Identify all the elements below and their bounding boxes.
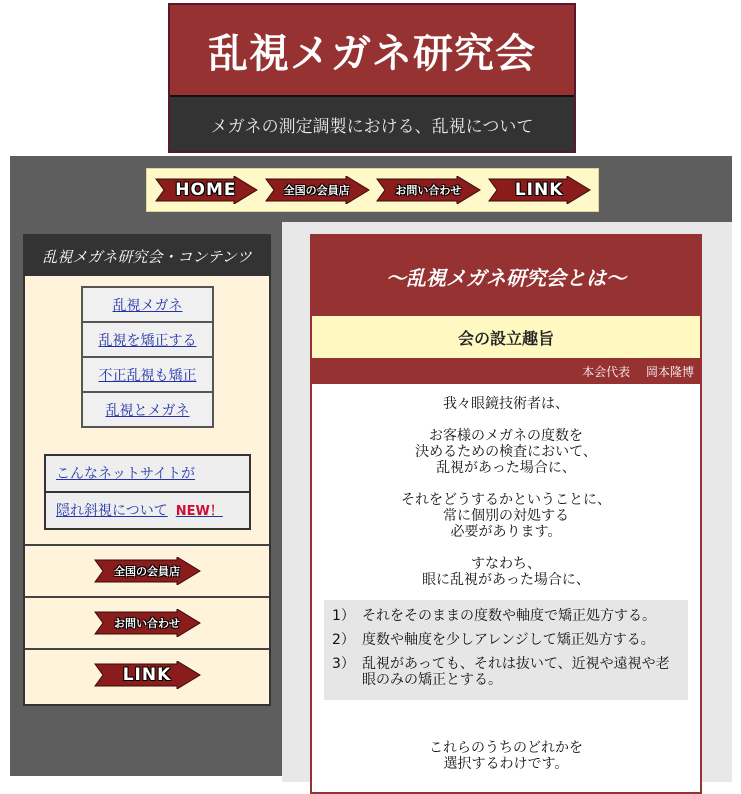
nav-contact-button[interactable]	[375, 176, 481, 204]
top-nav	[146, 168, 599, 212]
section-heading: 会の設立趣旨	[457, 328, 554, 348]
sidebar-extra-links	[44, 456, 251, 530]
sidebar-members-row	[25, 544, 269, 596]
list-number: 3）	[332, 656, 355, 672]
list-item	[332, 632, 680, 648]
nav-members-button[interactable]	[264, 176, 370, 204]
new-badge: NEW！	[175, 504, 223, 519]
sidebar-link-correct-astigmatism[interactable]: 乱視を矯正する	[81, 321, 214, 358]
sidebar-link-astigmatism-glasses[interactable]: 乱視メガネ	[81, 286, 214, 323]
sidebar-contact-row	[25, 596, 269, 648]
main-title-band	[312, 236, 700, 316]
sidebar-contact-label: お問い合わせ	[114, 617, 180, 630]
nav-link-button[interactable]	[487, 176, 591, 204]
paragraph	[312, 492, 700, 540]
sidebar-link-hidden-strabismus[interactable]	[44, 491, 251, 530]
text-line: 必要があります。	[450, 524, 562, 540]
sidebar	[23, 234, 271, 706]
paragraph	[312, 428, 700, 476]
sidebar-link-irregular-astigmatism[interactable]: 不正乱視も矯正	[81, 356, 214, 393]
paragraph	[312, 556, 700, 588]
list-item	[332, 656, 680, 688]
text-line: お客様のメガネの度数を	[429, 428, 583, 444]
text-line: これらのうちのどれかを	[429, 740, 583, 756]
list-text: 度数や軸度を少しアレンジして矯正処方する。	[362, 632, 655, 648]
representative-band	[312, 358, 700, 384]
nav-home-button[interactable]	[154, 176, 258, 204]
sidebar-link-astigmatism-and-glasses[interactable]: 乱視とメガネ	[81, 391, 214, 428]
text-line: 決めるための検査において、	[415, 444, 597, 460]
sidebar-link-row	[25, 648, 269, 700]
sidebar-members-button[interactable]	[93, 557, 201, 585]
list-item	[332, 608, 680, 624]
header-subtitle-band	[170, 95, 574, 151]
text-line: それをどうするかということに、	[401, 492, 611, 508]
sidebar-contact-button[interactable]	[93, 609, 201, 637]
main-title: ～乱視メガネ研究会とは～	[386, 265, 626, 290]
list-text: 乱視があっても、それは抜いて、近視や遠視や老眼のみの矯正とする。	[362, 656, 670, 688]
nav-contact-label: お問い合わせ	[395, 184, 462, 197]
nav-home-label: HOME	[175, 180, 237, 200]
hidden-strabismus-label: 隠れ斜視について	[56, 503, 168, 519]
sidebar-heading: 乱視メガネ研究会・コンテンツ	[42, 247, 252, 266]
site-title: 乱視メガネ研究会	[208, 30, 536, 77]
text-line: 乱視があった場合に、	[436, 460, 576, 476]
text-line: 我々眼鏡技術者は、	[443, 396, 569, 412]
sidebar-heading-band	[25, 236, 269, 276]
list-text: それをそのままの度数や軸度で矯正処方する。	[362, 608, 656, 624]
sidebar-link-button[interactable]	[93, 661, 201, 689]
text-line: 常に個別の対処する	[443, 508, 569, 524]
list-number: 1）	[332, 608, 355, 624]
closing-paragraph	[312, 740, 700, 772]
main-content	[310, 234, 702, 794]
representative: 本会代表 岡本隆博	[582, 364, 694, 379]
list-number: 2）	[332, 632, 355, 648]
sidebar-members-label: 全国の会員店	[114, 565, 180, 578]
site-header	[168, 3, 576, 153]
sidebar-link-net-sites[interactable]: こんなネットサイトが	[44, 454, 251, 493]
paragraph	[312, 396, 700, 412]
text-line: 眼に乱視があった場合に、	[422, 572, 590, 588]
text-line: 選択するわけです。	[443, 756, 569, 772]
section-heading-band	[312, 316, 700, 358]
nav-members-label: 全国の会員店	[283, 184, 350, 197]
nav-link-label: LINK	[514, 180, 564, 200]
text-line: すなわち、	[471, 556, 541, 572]
header-title-band	[170, 5, 574, 95]
sidebar-link-list	[81, 288, 214, 428]
sidebar-link-label: LINK	[122, 665, 172, 685]
options-list	[324, 600, 688, 700]
main-body	[312, 384, 700, 772]
site-subtitle: メガネの測定調製における、乱視について	[210, 116, 534, 137]
